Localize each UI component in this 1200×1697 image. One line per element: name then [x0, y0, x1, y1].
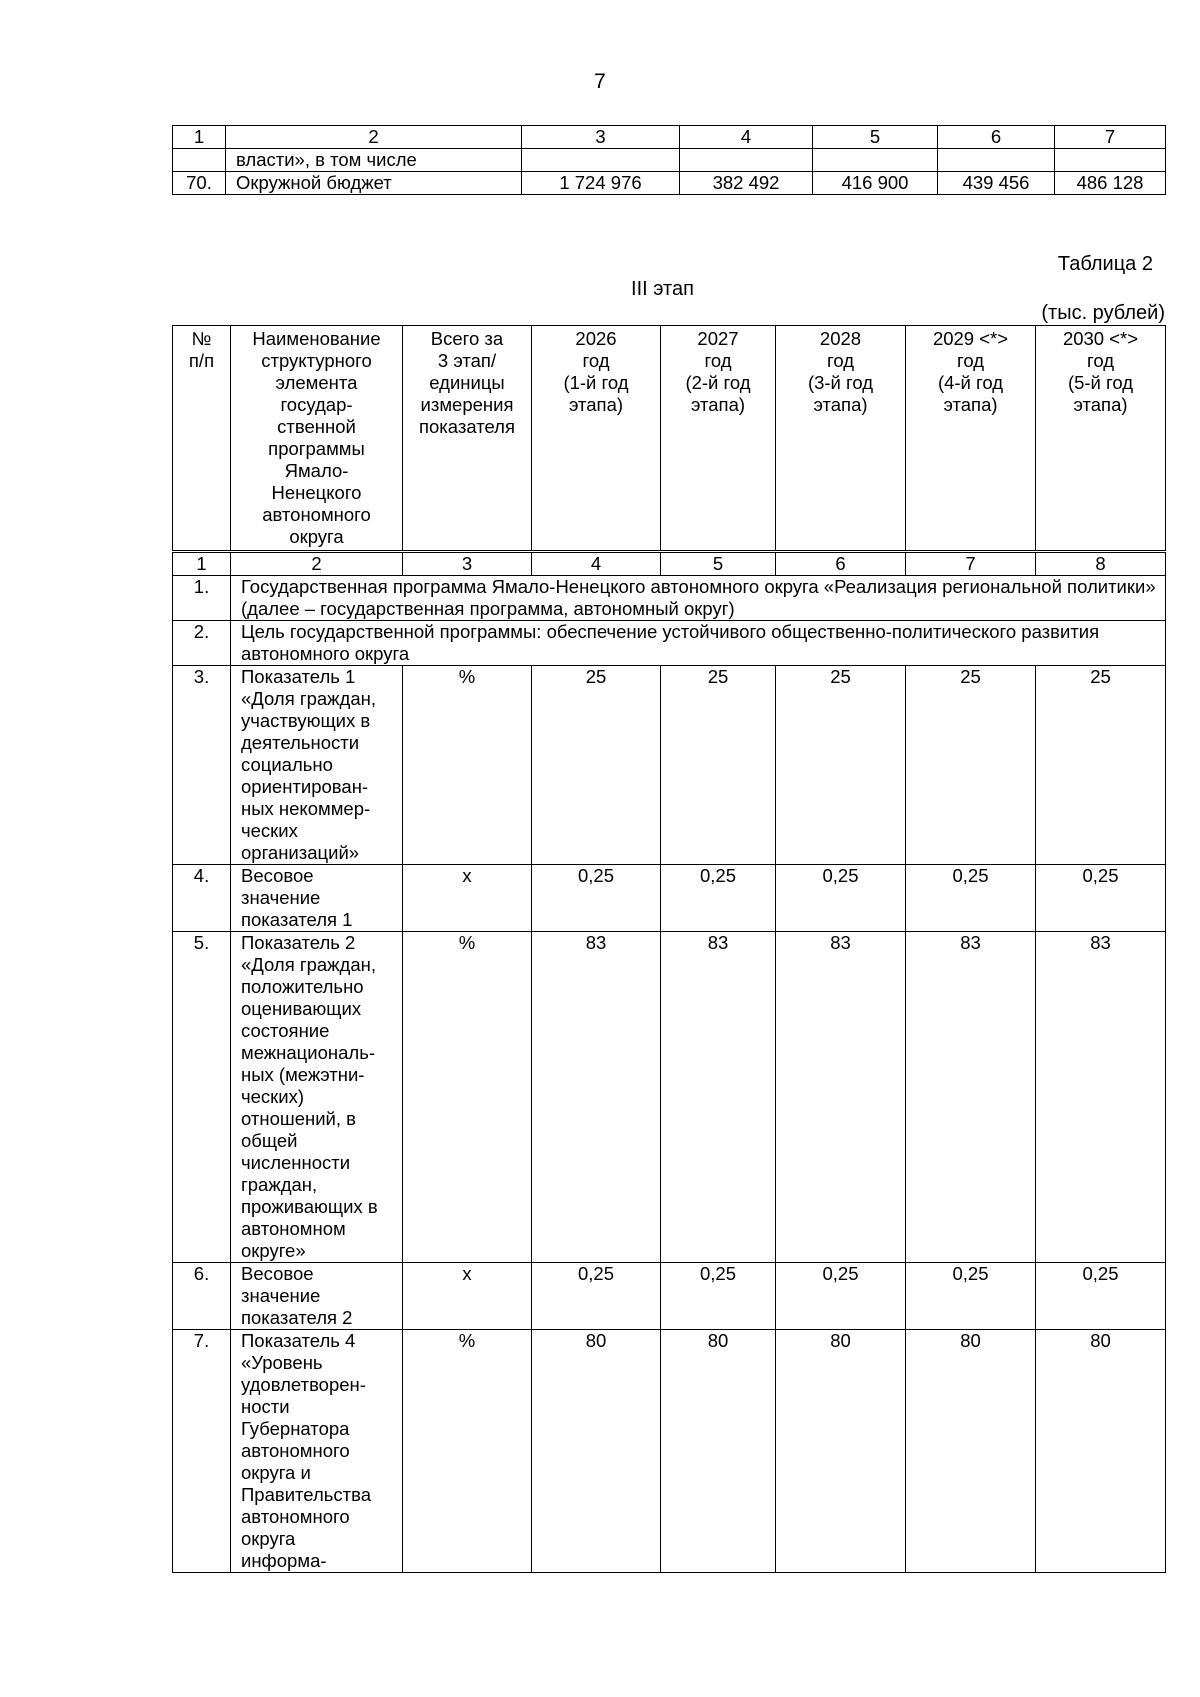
value-cell: 25: [1036, 666, 1166, 865]
row-name: власти», в том числе: [226, 149, 522, 172]
value-cell: 83: [776, 932, 906, 1263]
index-cell: 6: [938, 126, 1055, 149]
table-row: [173, 865, 1166, 932]
value-cell: 25: [776, 666, 906, 865]
value-cell: 83: [661, 932, 776, 1263]
unit-cell: %: [403, 1330, 532, 1573]
value-cell: 0,25: [906, 865, 1036, 932]
value-cell: 0,25: [661, 865, 776, 932]
value-cell: 25: [532, 666, 661, 865]
index-cell: 3: [403, 553, 532, 576]
value-cell: 416 900: [813, 172, 938, 195]
value-cell: 1 724 976: [522, 172, 680, 195]
value-cell: 439 456: [938, 172, 1055, 195]
index-cell: 3: [522, 126, 680, 149]
unit-cell: %: [403, 932, 532, 1263]
main-table-body: [172, 552, 1166, 1573]
index-cell: 2: [226, 126, 522, 149]
header-cell-year: 2026 год (1-й год этапа): [532, 326, 661, 551]
value-cell: [938, 149, 1055, 172]
index-cell: 4: [680, 126, 813, 149]
value-cell: 80: [1036, 1330, 1166, 1573]
table-row: [173, 1330, 1166, 1573]
value-cell: [1055, 149, 1166, 172]
header-cell-total: Всего за 3 этап/ единицы измерения показателя: [403, 326, 532, 551]
value-cell: 0,25: [1036, 865, 1166, 932]
column-index-row: [173, 553, 1166, 576]
value-cell: [680, 149, 813, 172]
budget-continuation-table: [172, 125, 1166, 195]
row-description: Цель государственной программы: обеспечение устойчивого общественно-политического развития автономного округа: [231, 621, 1166, 666]
value-cell: 25: [661, 666, 776, 865]
header-cell-name: Наименование структурного элемента государ- ственной программы Ямало- Ненецкого автономного округа: [231, 326, 403, 551]
value-cell: 80: [776, 1330, 906, 1573]
value-cell: [522, 149, 680, 172]
value-cell: 80: [532, 1330, 661, 1573]
stage-title: III этап: [631, 278, 694, 300]
unit-cell: х: [403, 865, 532, 932]
header-cell-number: № п/п: [173, 326, 231, 551]
index-cell: 8: [1036, 553, 1166, 576]
value-cell: 25: [906, 666, 1036, 865]
top-table-index-row: [173, 126, 1166, 149]
row-number: 70.: [173, 172, 226, 195]
value-cell: 0,25: [906, 1263, 1036, 1330]
value-cell: 83: [532, 932, 661, 1263]
row-number: [173, 149, 226, 172]
row-number: 6.: [173, 1263, 231, 1330]
header-row: [173, 326, 1166, 551]
header-cell-year: 2027 год (2-й год этапа): [661, 326, 776, 551]
value-cell: 0,25: [776, 865, 906, 932]
table-row: [173, 666, 1166, 865]
value-cell: 0,25: [776, 1263, 906, 1330]
indicator-name: Показатель 2 «Доля граждан, положительно оценивающих состояние межнациональ- ных (межэтни- ческих) отношений, в общей численности граждан, проживающих в автономном округе»: [231, 932, 403, 1263]
index-cell: 4: [532, 553, 661, 576]
index-cell: 1: [173, 126, 226, 149]
indicator-name: Весовое значение показателя 1: [231, 865, 403, 932]
value-cell: 80: [906, 1330, 1036, 1573]
header-cell-year: 2029 <*> год (4-й год этапа): [906, 326, 1036, 551]
main-table-header: [172, 325, 1166, 551]
index-cell: 5: [813, 126, 938, 149]
table-row: [173, 932, 1166, 1263]
index-cell: 2: [231, 553, 403, 576]
table-row: [173, 149, 1166, 172]
indicator-name: Весовое значение показателя 2: [231, 1263, 403, 1330]
value-cell: 382 492: [680, 172, 813, 195]
row-number: 4.: [173, 865, 231, 932]
index-cell: 5: [661, 553, 776, 576]
table-row: [173, 621, 1166, 666]
indicator-name: Показатель 4 «Уровень удовлетворен- ности Губернатора автономного округа и Правительства автономного округа информа-: [231, 1330, 403, 1573]
table-title: Таблица 2: [1057, 253, 1153, 275]
row-number: 7.: [173, 1330, 231, 1573]
unit-cell: х: [403, 1263, 532, 1330]
value-cell: 80: [661, 1330, 776, 1573]
indicator-name: Показатель 1 «Доля граждан, участвующих в деятельности социально ориентирован- ных некоммер- ческих организаций»: [231, 666, 403, 865]
page-number: 7: [594, 70, 606, 93]
value-cell: 0,25: [1036, 1263, 1166, 1330]
header-cell-year: 2030 <*> год (5-й год этапа): [1036, 326, 1166, 551]
index-cell: 7: [1055, 126, 1166, 149]
index-cell: 1: [173, 553, 231, 576]
table-row: [173, 1263, 1166, 1330]
row-number: 5.: [173, 932, 231, 1263]
row-number: 3.: [173, 666, 231, 865]
row-number: 2.: [173, 621, 231, 666]
row-number: 1.: [173, 576, 231, 621]
table-row: [173, 576, 1166, 621]
value-cell: [813, 149, 938, 172]
value-cell: 0,25: [532, 1263, 661, 1330]
value-cell: 83: [1036, 932, 1166, 1263]
value-cell: 0,25: [661, 1263, 776, 1330]
value-cell: 486 128: [1055, 172, 1166, 195]
header-cell-year: 2028 год (3-й год этапа): [776, 326, 906, 551]
index-cell: 6: [776, 553, 906, 576]
index-cell: 7: [906, 553, 1036, 576]
value-cell: 83: [906, 932, 1036, 1263]
table-row: [173, 172, 1166, 195]
row-name: Окружной бюджет: [226, 172, 522, 195]
unit-cell: %: [403, 666, 532, 865]
value-cell: 0,25: [532, 865, 661, 932]
unit-label: (тыс. рублей): [1041, 302, 1165, 324]
row-description: Государственная программа Ямало-Ненецкого автономного округа «Реализация региональной политики» (далее – государственная программа, автономный округ): [231, 576, 1166, 621]
